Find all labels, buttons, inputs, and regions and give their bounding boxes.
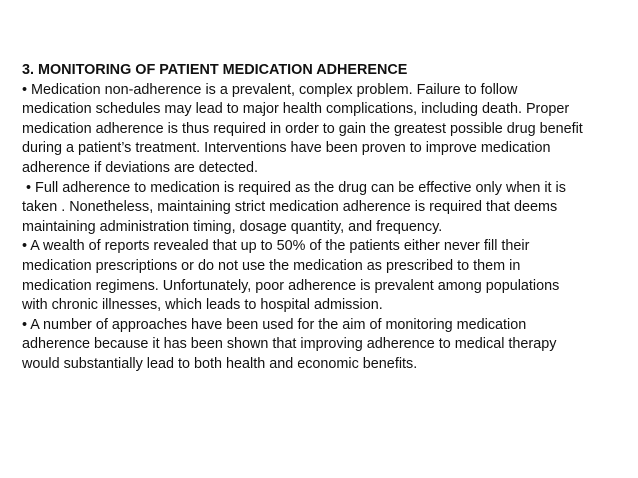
text-line: would substantially lead to both health and economic benefits. (22, 355, 418, 372)
bullet-paragraph-full-adherence (22, 179, 622, 238)
bullet-paragraph-approaches (22, 316, 622, 375)
text-line: maintaining administration timing, dosage quantity, and frequency. (22, 218, 443, 235)
text-line: taken . Nonetheless, maintaining strict medication adherence is required that deems (22, 199, 558, 216)
text-line: medication adherence is thus required in order to gain the greatest possible drug benefit (22, 120, 583, 137)
text-line: adherence because it has been shown that improving adherence to medical therapy (22, 336, 557, 353)
bullet-paragraph-reports (22, 237, 622, 315)
text-line: with chronic illnesses, which leads to hospital admission. (22, 297, 383, 314)
text-line: medication schedules may lead to major health complications, including death. Proper (22, 101, 570, 118)
slide-heading: 3. MONITORING OF PATIENT MEDICATION ADHERENCE (22, 62, 408, 78)
text-line: medication prescriptions or do not use the medication as prescribed to them in (22, 257, 521, 274)
text-line: medication regimens. Unfortunately, poor adherence is prevalent among populations (22, 277, 560, 294)
text-line: • A wealth of reports revealed that up to 50% of the patients either never fill their (22, 238, 530, 255)
text-line: during a patient’s treatment. Interventions have been proven to improve medication (22, 140, 551, 157)
text-line: • A number of approaches have been used for the aim of monitoring medication (22, 316, 527, 333)
text-line: • Full adherence to medication is required as the drug can be effective only when it is (22, 179, 566, 196)
slide-content (22, 61, 622, 375)
bullet-paragraph-non-adherence (22, 81, 622, 179)
text-line: adherence if deviations are detected. (22, 159, 259, 176)
text-line: • Medication non-adherence is a prevalent, complex problem. Failure to follow (22, 81, 518, 98)
